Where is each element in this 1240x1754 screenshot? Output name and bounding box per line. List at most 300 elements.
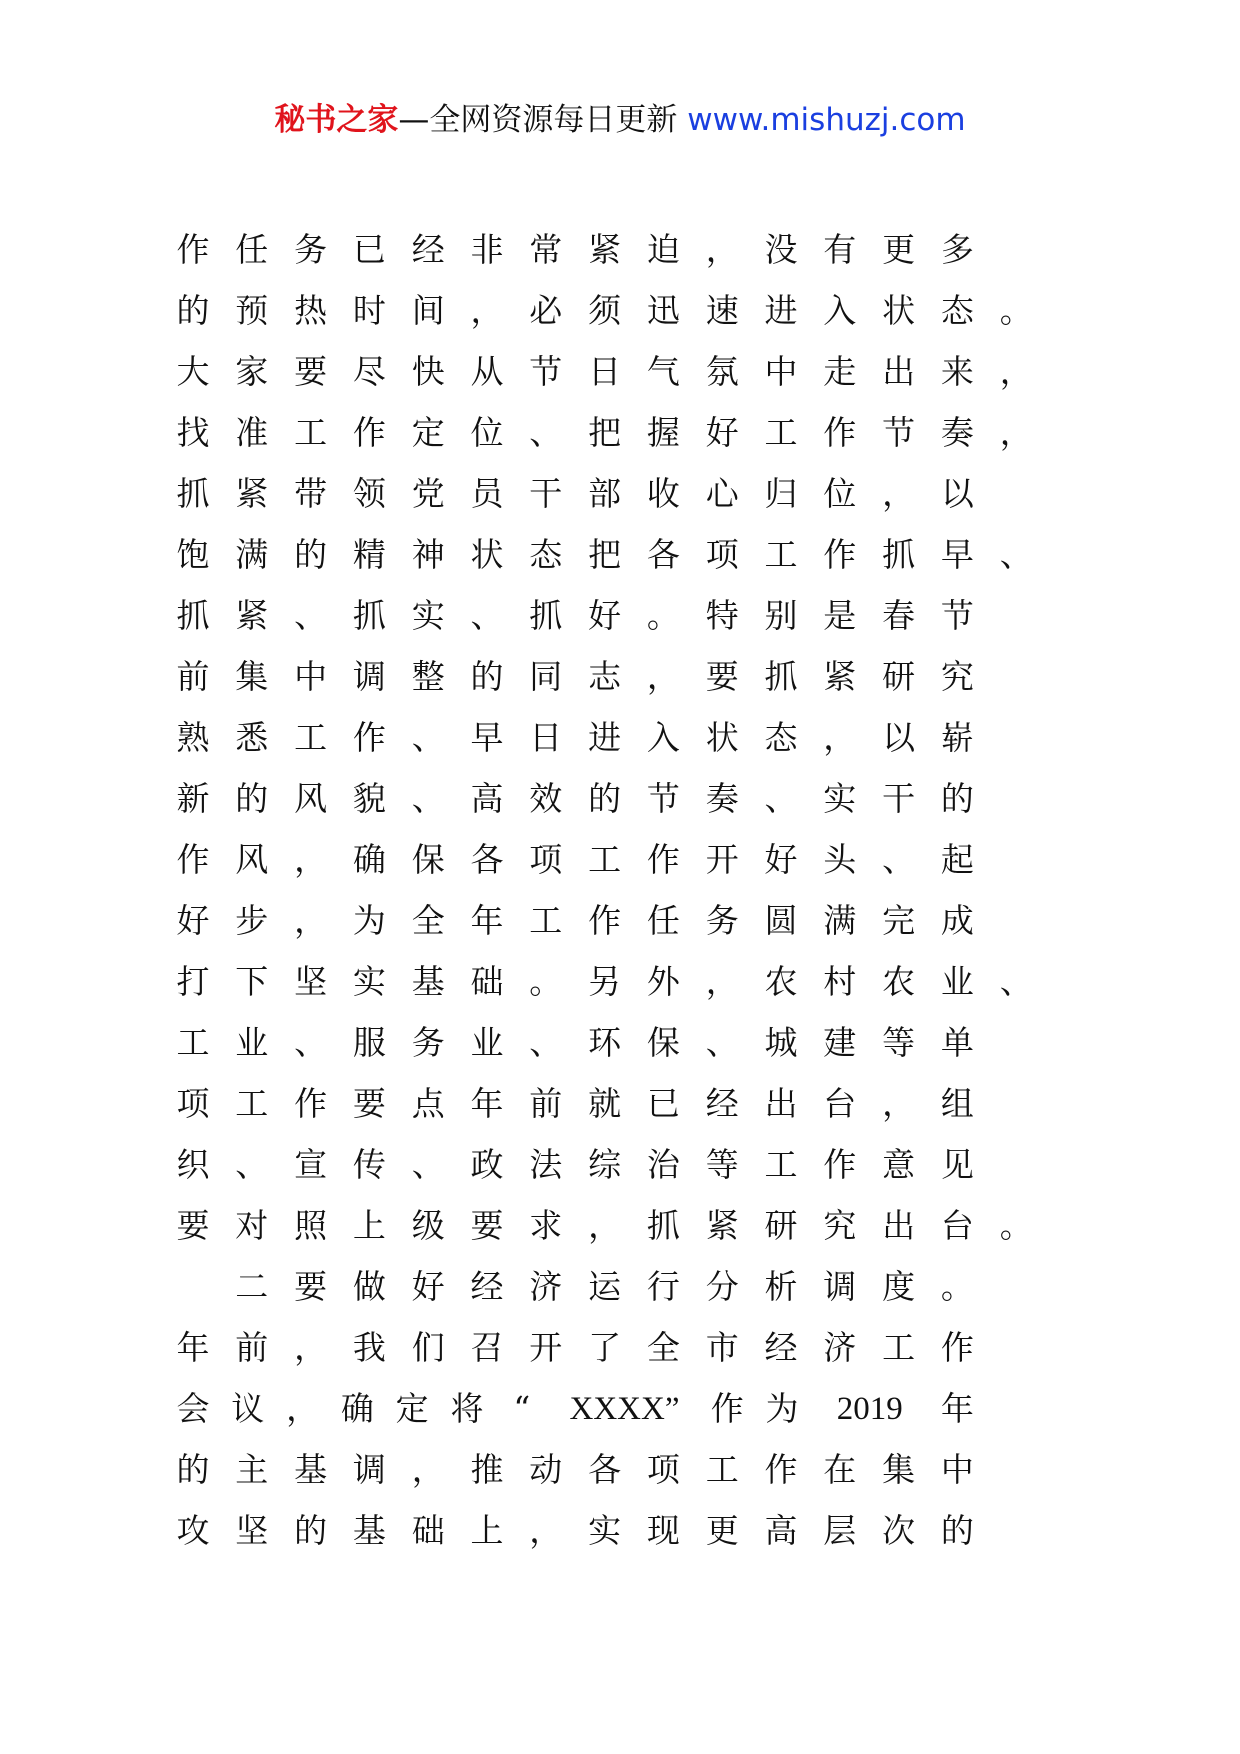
text-char: 度 [882,1267,916,1306]
text-char: 究 [823,1206,857,1245]
text-char: 抓 [646,1206,680,1245]
text-char: ， [823,718,857,757]
text-char: 作 [823,535,857,574]
text-char: 要 [294,352,328,391]
text-char: 要 [705,657,739,696]
text-char: 务 [294,230,328,269]
text-char: 迅 [646,291,680,330]
text-line [160,777,1100,838]
text-char: 实 [588,1511,622,1550]
text-char: 紧 [235,596,269,635]
text-char: 综 [588,1145,622,1184]
text-char: 作 [940,1328,974,1367]
text-char: 济 [823,1328,857,1367]
text-char: 须 [588,291,622,330]
text-char: 多 [940,230,974,269]
text-char: 没 [764,230,798,269]
text-char: 定 [395,1389,429,1428]
text-char: “ [513,1389,531,1428]
text-char: 的 [176,1450,210,1489]
text-line [160,899,1100,960]
text-char: 高 [764,1511,798,1550]
text-char: 走 [823,352,857,391]
text-char: 间 [411,291,445,330]
text-char: 研 [764,1206,798,1245]
text-char: 基 [411,962,445,1001]
text-char: 召 [470,1328,504,1367]
text-char: 单 [940,1023,974,1062]
text-char: 好 [176,901,210,940]
text-char: 们 [411,1328,445,1367]
text-char: 态 [764,718,798,757]
text-char: 中 [294,657,328,696]
text-char: 奏 [705,779,739,818]
text-char: 非 [470,230,504,269]
text-char: ， [294,901,328,940]
text-char: 基 [294,1450,328,1489]
text-char: 工 [294,413,328,452]
text-char: 中 [940,1450,974,1489]
text-line [160,716,1100,777]
text-line [160,289,1100,350]
text-char: 础 [470,962,504,1001]
text-char: 成 [940,901,974,940]
text-char: 业 [940,962,974,1001]
text-char: 作 [294,1084,328,1123]
text-char: 定 [411,413,445,452]
site-brand: 秘书之家 [274,102,399,138]
text-char: 研 [882,657,916,696]
text-char: 志 [588,657,622,696]
text-char: 入 [823,291,857,330]
text-char: 作 [176,840,210,879]
text-char: 坚 [294,962,328,1001]
text-char: 作 [823,1145,857,1184]
text-char: 作 [710,1389,744,1428]
text-char: 。 [940,1267,974,1306]
text-char: 前 [235,1328,269,1367]
text-char: ， [882,474,916,513]
text-char: 究 [940,657,974,696]
text-char: 常 [529,230,563,269]
text-char: ， [470,291,504,330]
site-header [0,98,1240,142]
text-char: 项 [529,840,563,879]
text-char: 饱 [176,535,210,574]
text-char: 调 [352,1450,386,1489]
text-char: 把 [588,413,622,452]
text-char: 的 [470,657,504,696]
text-char: 、 [999,535,1033,574]
text-char: 照 [294,1206,328,1245]
text-char: 起 [940,840,974,879]
text-line [160,228,1100,289]
text-line [160,1021,1100,1082]
text-char: 干 [529,474,563,513]
text-line [160,838,1100,899]
text-char: 集 [235,657,269,696]
text-char: 要 [352,1084,386,1123]
text-line [160,655,1100,716]
text-char: 精 [352,535,386,574]
text-char: 二 [235,1267,269,1306]
text-char: 抓 [176,474,210,513]
text-char: 别 [764,596,798,635]
text-char: 抓 [882,535,916,574]
text-char: 的 [294,1511,328,1550]
text-char: 我 [352,1328,386,1367]
text-char: 工 [529,901,563,940]
text-char: 同 [529,657,563,696]
text-char: 速 [705,291,739,330]
text-char: 状 [470,535,504,574]
text-char: 务 [705,901,739,940]
text-char: 业 [235,1023,269,1062]
text-char: 见 [940,1145,974,1184]
site-tagline: —全网资源每日更新 [398,102,688,138]
text-char: 建 [823,1023,857,1062]
text-char: 法 [529,1145,563,1184]
text-char: 推 [470,1450,504,1489]
text-char: 迫 [646,230,680,269]
text-char: 、 [294,596,328,635]
text-char: 抓 [529,596,563,635]
text-char: 城 [764,1023,798,1062]
text-char: 主 [235,1450,269,1489]
text-char: ， [999,413,1033,452]
text-char: 级 [411,1206,445,1245]
text-char: 作 [588,901,622,940]
text-char: 好 [705,413,739,452]
text-char: ， [588,1206,622,1245]
text-char: 找 [176,413,210,452]
text-char: 把 [588,535,622,574]
text-char: 已 [646,1084,680,1123]
text-char: 进 [764,291,798,330]
text-char: 早 [940,535,974,574]
text-char: 行 [646,1267,680,1306]
text-char: 更 [705,1511,739,1550]
text-line [160,350,1100,411]
text-char: 工 [764,1145,798,1184]
text-char: 中 [764,352,798,391]
text-char: 作 [352,718,386,757]
text-char: 收 [646,474,680,513]
text-char: 来 [940,352,974,391]
text-char: 环 [588,1023,622,1062]
text-char: 了 [588,1328,622,1367]
text-char: 、 [411,1145,445,1184]
text-char: 确 [352,840,386,879]
text-char: 台 [823,1084,857,1123]
text-char: 2019 [836,1391,903,1427]
text-char: 特 [705,596,739,635]
site-url[interactable]: www.mishuzj.com [687,102,966,138]
text-char: 任 [235,230,269,269]
text-char: 次 [882,1511,916,1550]
text-char: 的 [294,535,328,574]
text-char: 求 [529,1206,563,1245]
text-line [160,411,1100,472]
text-char: 入 [646,718,680,757]
text-line [160,594,1100,655]
text-char: 态 [940,291,974,330]
text-char: 保 [646,1023,680,1062]
text-char: ， [529,1511,563,1550]
text-char: 时 [352,291,386,330]
text-line [160,1265,1100,1326]
text-char: 动 [529,1450,563,1489]
text-char: 外 [646,962,680,1001]
text-char: 节 [646,779,680,818]
text-char: 农 [764,962,798,1001]
text-char: 在 [823,1450,857,1489]
text-char: 调 [352,657,386,696]
text-char: 另 [588,962,622,1001]
text-char: 实 [411,596,445,635]
text-char: 经 [764,1328,798,1367]
text-char: 实 [352,962,386,1001]
text-line [160,1387,1100,1448]
text-char: 抓 [176,596,210,635]
text-char: 项 [176,1084,210,1123]
text-char: 从 [470,352,504,391]
text-char: 工 [176,1023,210,1062]
text-char: 工 [882,1328,916,1367]
text-char: 各 [470,840,504,879]
text-char: ， [705,962,739,1001]
text-char: 的 [940,1511,974,1550]
text-char: 层 [823,1511,857,1550]
text-char: 等 [705,1145,739,1184]
text-line [160,533,1100,594]
text-char: 领 [352,474,386,513]
text-char: 作 [823,413,857,452]
text-char: 尽 [352,352,386,391]
text-line [160,472,1100,533]
text-char: 作 [646,840,680,879]
text-char: 。 [529,962,563,1001]
text-char: 开 [529,1328,563,1367]
text-char: 工 [764,535,798,574]
text-char: 下 [235,962,269,1001]
text-char: 坚 [235,1511,269,1550]
text-char: 全 [646,1328,680,1367]
text-char: 。 [646,596,680,635]
text-char: 村 [823,962,857,1001]
text-char: 春 [882,596,916,635]
text-char: 效 [529,779,563,818]
text-line [160,1326,1100,1387]
text-char: 位 [823,474,857,513]
text-char: 好 [411,1267,445,1306]
text-char: 的 [940,779,974,818]
text-char: XXXX” [569,1391,680,1427]
text-char: 、 [529,1023,563,1062]
text-char: 将 [450,1389,484,1428]
text-char: 。 [999,291,1033,330]
text-char: 台 [940,1206,974,1245]
text-char: 党 [411,474,445,513]
text-line [160,1082,1100,1143]
text-char: 干 [882,779,916,818]
text-char: 熟 [176,718,210,757]
text-char: 、 [294,1023,328,1062]
text-char: 出 [882,1206,916,1245]
text-char: 员 [470,474,504,513]
text-char: 出 [764,1084,798,1123]
text-char: 上 [470,1511,504,1550]
text-char: 分 [705,1267,739,1306]
text-char: 抓 [764,657,798,696]
text-char: 、 [999,962,1033,1001]
text-char: 工 [588,840,622,879]
text-char: 满 [823,901,857,940]
text-char: 年 [176,1328,210,1367]
text-char: 攻 [176,1511,210,1550]
text-char: 础 [411,1511,445,1550]
text-char: 工 [235,1084,269,1123]
text-char: 节 [529,352,563,391]
text-char: 已 [352,230,386,269]
text-char: 开 [705,840,739,879]
text-char: 貌 [352,779,386,818]
text-char: 为 [765,1389,799,1428]
text-char: 组 [940,1084,974,1123]
text-char: 紧 [823,657,857,696]
text-char: 经 [705,1084,739,1123]
text-char: ， [882,1084,916,1123]
text-char: 状 [882,291,916,330]
text-char: 年 [470,1084,504,1123]
text-char: 早 [470,718,504,757]
text-char: 项 [646,1450,680,1489]
text-char: ， [286,1389,320,1428]
text-char: 对 [235,1206,269,1245]
text-char: 做 [352,1267,386,1306]
text-char: 态 [529,535,563,574]
text-char: 紧 [705,1206,739,1245]
text-char: 头 [823,840,857,879]
text-char: 有 [823,230,857,269]
text-char: 要 [470,1206,504,1245]
text-char: 预 [235,291,269,330]
text-char: 议 [231,1389,265,1428]
text-char: 为 [352,901,386,940]
text-line [160,1448,1100,1509]
text-char: 出 [882,352,916,391]
text-char: 位 [470,413,504,452]
text-char: 紧 [588,230,622,269]
text-char: ， [294,1328,328,1367]
text-char: 全 [411,901,445,940]
text-char: 会 [176,1389,210,1428]
text-char: 更 [882,230,916,269]
text-char: 市 [705,1328,739,1367]
text-char: 归 [764,474,798,513]
text-char: 传 [352,1145,386,1184]
text-char: 握 [646,413,680,452]
text-char: 奏 [940,413,974,452]
text-char: 抓 [352,596,386,635]
text-char: 整 [411,657,445,696]
text-char: 前 [529,1084,563,1123]
text-char: 悉 [235,718,269,757]
text-char: 年 [470,901,504,940]
text-char: 务 [411,1023,445,1062]
text-char: 高 [470,779,504,818]
text-char: 服 [352,1023,386,1062]
text-char: 等 [882,1023,916,1062]
text-char: 家 [235,352,269,391]
text-char: 圆 [764,901,798,940]
text-char: 项 [705,535,739,574]
text-char: 析 [764,1267,798,1306]
text-char: 各 [646,535,680,574]
text-char: 作 [352,413,386,452]
text-line [160,1143,1100,1204]
text-line [160,1509,1100,1570]
text-char: 工 [764,413,798,452]
text-char: 气 [646,352,680,391]
text-char: 部 [588,474,622,513]
text-char: 工 [294,718,328,757]
text-char: 作 [176,230,210,269]
text-char: ， [646,657,680,696]
text-char: 氛 [705,352,739,391]
text-char: 、 [705,1023,739,1062]
text-char: 要 [176,1206,210,1245]
text-char: 政 [470,1145,504,1184]
text-char: 好 [764,840,798,879]
text-char: 各 [588,1450,622,1489]
text-char: 经 [470,1267,504,1306]
text-char: 宣 [294,1145,328,1184]
document-body [160,228,1100,1570]
text-char: 织 [176,1145,210,1184]
text-char: 风 [294,779,328,818]
text-char: 紧 [235,474,269,513]
text-char: 必 [529,291,563,330]
text-char: 。 [999,1206,1033,1245]
text-char: 确 [340,1389,374,1428]
text-char: 、 [764,779,798,818]
text-char: 热 [294,291,328,330]
text-char: 基 [352,1511,386,1550]
text-char: 步 [235,901,269,940]
text-char: 济 [529,1267,563,1306]
text-char: 大 [176,352,210,391]
text-char: 崭 [940,718,974,757]
text-char: 以 [882,718,916,757]
text-char: 意 [882,1145,916,1184]
text-char: ， [705,230,739,269]
text-char: 、 [411,718,445,757]
text-char: 日 [588,352,622,391]
text-char: 保 [411,840,445,879]
text-char: 风 [235,840,269,879]
text-char: 治 [646,1145,680,1184]
text-char: 节 [940,596,974,635]
text-char: ， [294,840,328,879]
text-char: 现 [646,1511,680,1550]
text-char: 好 [588,596,622,635]
text-char: 任 [646,901,680,940]
text-char: 节 [882,413,916,452]
text-char: 、 [470,596,504,635]
text-char: ， [999,352,1033,391]
text-char: 前 [176,657,210,696]
